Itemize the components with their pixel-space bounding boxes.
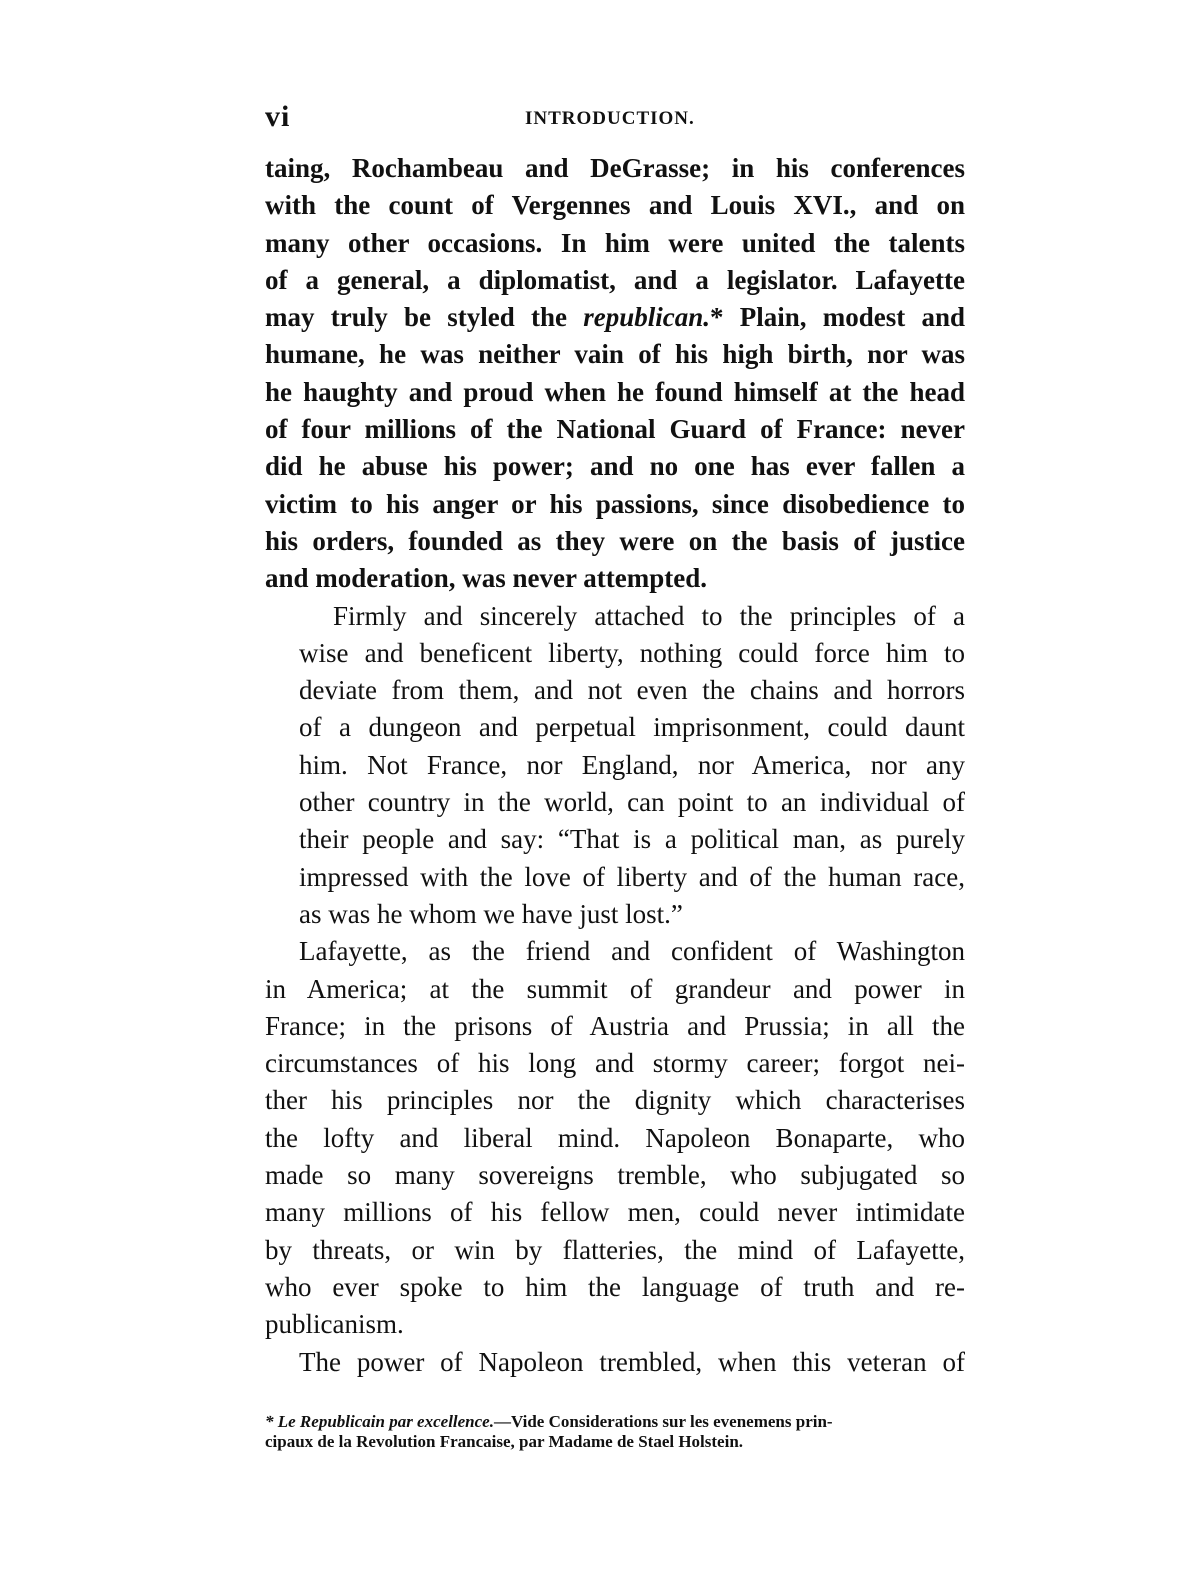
- text-line: France; in the prisons of Austria and Prussia; in all the: [265, 1010, 965, 1041]
- text-line: deviate from them, and not even the chains and horrors: [299, 675, 965, 706]
- text-line: humane, he was neither vain of his high birth, nor was: [265, 339, 965, 370]
- text-line: circumstances of his long and stormy career; forgot nei-: [265, 1048, 965, 1079]
- footnote-line: cipaux de la Revolution Francaise, par Madame de Stael Holstein.: [265, 1432, 744, 1451]
- text-line: impressed with the love of liberty and of the human race,: [299, 861, 965, 892]
- text-line: in America; at the summit of grandeur and power in: [265, 973, 965, 1004]
- page-number: vi: [265, 100, 291, 133]
- text-line: taing, Rochambeau and DeGrasse; in his conferences: [265, 153, 965, 183]
- paragraph-3: [265, 933, 965, 1343]
- text-line: may truly be styled the republican.* Plain, modest and: [265, 302, 965, 333]
- text-line: other country in the world, can point to an individual of: [299, 787, 965, 818]
- page-header: [265, 100, 965, 140]
- text-line: who ever spoke to him the language of truth and re-: [265, 1271, 965, 1302]
- text-line: him. Not France, nor England, nor America, nor any: [299, 749, 965, 780]
- text-line: he haughty and proud when he found himself at the head: [265, 376, 965, 407]
- text-line: The power of Napoleon trembled, when this veteran of: [299, 1346, 965, 1377]
- text-line: did he abuse his power; and no one has ever fallen a: [265, 451, 965, 482]
- text-line: as was he whom we have just lost.”: [299, 898, 683, 929]
- text-line: their people and say: “That is a political man, as purely: [299, 824, 965, 855]
- text-line: made so many sovereigns tremble, who subjugated so: [265, 1160, 965, 1191]
- paragraph-2: [265, 598, 965, 934]
- text-line: ther his principles nor the dignity which characterises: [265, 1085, 965, 1116]
- footnote-italic: * Le Republicain par excellence.: [265, 1412, 494, 1431]
- emphasis-word: republican.: [583, 302, 710, 333]
- text-line: Firmly and sincerely attached to the principles of a: [333, 600, 965, 631]
- text-line: victim to his anger or his passions, since disobedience to: [265, 488, 965, 519]
- text-line: with the count of Vergennes and Louis XVI., and on: [265, 190, 965, 221]
- footnote-line: [265, 1412, 965, 1432]
- paragraph-1: [265, 150, 965, 598]
- running-head: INTRODUCTION.: [525, 108, 695, 129]
- text-line: the lofty and liberal mind. Napoleon Bonaparte, who: [265, 1122, 965, 1153]
- text-line: many millions of his fellow men, could never intimidate: [265, 1197, 965, 1228]
- text-line: wise and beneficent liberty, nothing could force him to: [299, 637, 965, 668]
- footnote-text: —Vide Considerations sur les evenemens prin-: [493, 1412, 833, 1431]
- paragraph-4: [265, 1344, 965, 1381]
- text-line: and moderation, was never attempted.: [265, 563, 707, 594]
- text-line: Lafayette, as the friend and confident of Washington: [299, 936, 965, 967]
- footnote: [265, 1412, 965, 1452]
- text-line: of four millions of the National Guard of France: never: [265, 414, 965, 445]
- text-line: his orders, founded as they were on the basis of justice: [265, 525, 965, 556]
- text-line: by threats, or win by flatteries, the mind of Lafayette,: [265, 1234, 965, 1265]
- text-line: of a general, a diplomatist, and a legislator. Lafayette: [265, 264, 965, 295]
- text-line: of a dungeon and perpetual imprisonment, could daunt: [299, 712, 965, 743]
- text-line: many other occasions. In him were united the talents: [265, 227, 965, 258]
- body-text: [265, 150, 965, 1381]
- text-line: publicanism.: [265, 1309, 404, 1340]
